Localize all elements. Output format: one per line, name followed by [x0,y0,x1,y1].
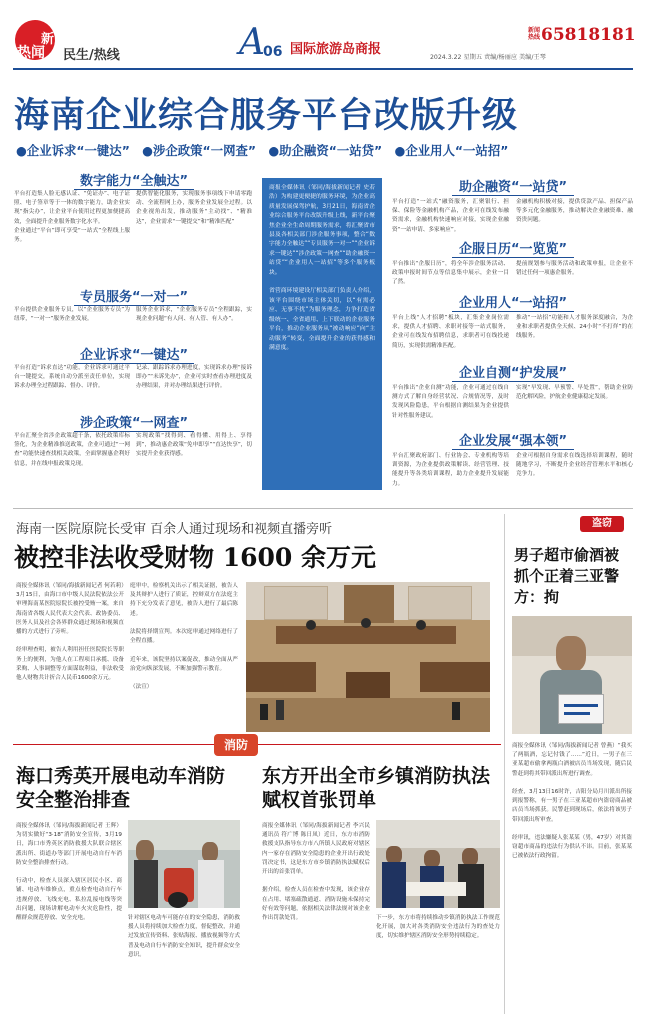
section-text: 服务企业诉求，“企业服务专员”全程跟踪，实现企业问题“有人问、有人管、有人办”。 [136,307,252,323]
story1-left-column [14,170,254,496]
section-title: 企业诉求“一键达” [74,344,194,364]
bullet-1: ●企业诉求“一键达” [16,143,130,158]
story3-tag [580,516,624,532]
section-text: 实现“早发现、早预警、早处置”，帮助企业防范化解风险，护航企业健康稳定发展。 [516,385,633,401]
story2-headline: 被控非法收受财物 1600 余万元 [14,543,376,572]
section-text: 实现政策“找得到、看得懂、用得上、享得到”，推动惠企政策“免申即享”“直达快享”，切实提升企业获得感。 [136,433,252,458]
hotline-number: 65818181 [541,25,636,45]
header-rule [13,68,633,70]
story2-kicker: 海南一医院原院长受审 百余人通过现场和视频直播旁听 [16,522,333,537]
story2-col1: 商报全媒体讯（邹同/海拔新闻记者 何若莉）3月15日，由海口市中级人民法院依法公开审理海南某医院原院长被控受贿一案，来自海南省各级人民代表大会代表、政协委员、医务人员及社会各界群众通过现场和视频直播的方式进行了旁听。 经审理查明，被告人利用担任医院院长等职务上的便利，为他人在工程项目承揽、设备采购、人事调整等方面谋取利益，非法收受他人财物共计折合人民币1600余万元。 [16,583,124,682]
masthead [0,0,646,80]
story1-bullets [16,141,636,159]
section-text: 平台上线“人才招聘”板块，汇集企业岗位需求，提供人才招聘、求职对接等一站式服务，企业可在线发布招聘信息，求职者可在线投递简历，实现供需精准匹配。 [392,315,509,349]
story1-right-column [392,176,634,496]
center-text: 商报全媒体讯（邹同/海拔新闻记者 史若浩）为构建更便捷的服务环境，为企业高质量发展保驾护航，3月21日，海南省企业综合服务平台改版升级上线，新平台聚焦企业全生命周期服务需求，将汇聚省市县及各相关部门涉企服务事项，整合“数字能力全触达”“专员服务一对一”“企业诉求一键达”“涉企政策一网查”“助企融资一站贷”“企业用人一站招”等多个服务板块。 省营商环境建设厅相关部门负责人介绍，该平台围绕市场主体关切，以“有需必应、无事不扰”为服务理念，力争打造省级统一、全省通用、上下联动的企业服务平台，推动企业服务从“被动响应”向“主动服务”转变，全面提升企业的获得感和满意度。 [269,185,375,351]
section-training [392,430,634,487]
section-text: 提供智能化服务，实现服务事项线下申请零跑动、全流程网上办，服务企业发展全过程。以企业视角出发，推动服务“主动找”、“精准达”，企业需求“一键提交”和“精准匹配” [136,191,252,225]
section-text: 推动“一站招”功能和人才服务深度融合，为企业和求职者提供全天候、24小时“不打烊”的在线服务。 [516,315,633,340]
story4-tag [214,734,258,756]
page-number: 06 [263,44,283,60]
section-title: 涉企政策“一网查” [74,412,194,432]
section-logo [13,20,61,68]
section-text: 提前规划参与服务活动和政策申报，让企业不错过任何一项惠企服务。 [516,261,633,277]
bullet-4: ●企业用人“一站招” [394,143,509,158]
paper-name: 国际旅游岛商报 [290,42,382,57]
section-digital [14,170,254,244]
story4-headline-2: 东方开出全市乡镇消防执法赋权首张罚单 [262,765,491,811]
section-title: 企业自测“护发展” [452,362,574,382]
column-divider [504,514,505,1014]
section-appeal [14,344,254,390]
section-title: 企业用人“一站招” [452,292,574,312]
bullet-2: ●涉企政策“一网查” [142,143,257,158]
logo-reweng: 热闻 [17,45,45,61]
fire-photo-1 [128,820,240,908]
logo-xin: 新 [41,32,55,47]
story2-col2: 庭审中，检察机关出示了相关证据，被告人及其辩护人进行了质证，控辩双方在法庭主持下充分发表了意见，被告人进行了最后陈述。 法院将择期宣判。本次庭审通过网络进行了全程直播。 近年来，该院坚持以案促改，推动全面从严治党向纵深发展，不断加强警示教育。 （法宣） [130,583,238,691]
section-specialist [14,286,254,323]
issue-meta: 2024.3.22 星期五 责编/杨丽应 美编/王琴 [430,54,546,61]
section-text: 平台打造“一站式”融资服务，汇聚银行、担保、保险等金融机构产品，企业可在线发布融资需求，金融机构快速响应对接，实现企业融资“一站申请、多家响应”。 [392,199,509,233]
story4-text-2b: 下一步，东方市将持续推动乡镇消防执法工作规范化开展，加大对各类消防安全违法行为的查处力度，切实维护辖区消防安全形势持续稳定。 [376,915,500,940]
section-text: 平台汇聚政府部门、行业协会、专业机构等培训资源，为企业提供政策解读、经营管理、技能提升等各类培训课程，助力企业提升发展能力。 [392,453,509,487]
section-text: 平台汇聚全省涉企政策超千条，依托政策库标签化，为企业精准推送政策，企业可通过“一网查”功能快速查找相关政策，全面掌握惠企利好信息，并在线申报政策兑现。 [14,433,130,467]
divider [13,508,633,509]
section-text: 平台打造集人脸无感认证、“免证办”、电子证照、电子签章等于一体的数字能力，助企业实现“指尖办”，让企业平台使用过程更加便捷高效，全面提升企业服务数字化水平。 企业通过“平台”即可享受“一站式”全程线上服务。 [14,191,130,244]
section-text: 金融机构积极对接，提供贷款产品、担保产品等多元化金融服务，推动解决企业融资难、融资贵问题。 [516,199,633,224]
section-text: 平台推出“企服日历”，将全年涉企服务活动、政策申报时间节点等信息集中展示，企业一目了然。 [392,261,509,286]
story4-text-1: 商报全媒体讯（邹同/海拔新闻记者 王辉）为切实做好“3·18”消防安全宣传，3月19日，海口市秀英区消防救援大队联合辖区派出所、街道办等部门开展电动自行车消防安全整治排查行动。 行动中，检查人员深入辖区居民小区、商铺、电动车维修点，重点检查电动自行车违规停放、飞线充电、私拉乱接电线等突出问题，现场讲解电动车火灾危险性，提醒群众规范停放、安全充电。 [16,823,122,922]
tag-label: 盗窃 [592,518,612,529]
hotline-label: 新闻热线 [528,27,541,41]
bullet-3: ●助企融资“一站贷” [268,143,383,158]
section-recruit [392,292,634,349]
story4-headline-1: 海口秀英开展电动车消防安全整治排查 [16,765,226,811]
section-text: 平台推出“企业自测”功能，企业可通过在线自测方式了解自身经营状况、合规情况等，及时发现风险隐患，平台根据自测结果为企业提供针对性服务建议。 [392,385,509,419]
section-text: 平台打造“诉求直达”功能，企业诉求可通过平台一键提交，系统自动分派至责任单位，实现诉求办理全过程跟踪、督办、评价。 [14,365,130,390]
story4-text-1b: 针对辖区电动车可能存在的安全隐患，消防救援人员将持续加大检查力度，督促整改，并通过发放宣传资料、张贴海报、播放视频等方式普及电动自行车消防安全知识，提升群众安全意识。 [128,915,240,958]
story1-headline: 海南企业综合服务平台改版升级 [14,95,519,136]
page-letter: A [239,22,265,63]
section-text: 记录、跟踪诉求办理进度，实现诉求办理“接诉即办”“未诉先办”，企业可实时查看办理进度及办理结果，并对办理结果进行评价。 [136,365,252,390]
section-title: 企业发展“强本领” [452,430,574,450]
section-title: 数字能力“全触达” [74,170,194,190]
section-title: 助企融资“一站贷” [452,176,574,196]
story3-text: 商报全媒体讯（邹同/海拔新闻记者 曾燕）“我买了两瓶酒，忘记付钱了……”近日，一男子在三亚某超市偷拿两瓶白酒被店员当场发现，随后民警赶到将其带回派出所进行调查。 经查，3月13日16时许，吉阳分局月川派出所接到报警称，有一男子在三亚某超市内盗窃商品被店员当场抓获。民警赶到现场后，依法将该男子带回派出所审查。 经审讯，违法嫌疑人张某某（男，47岁）对其盗窃超市商品的违法行为供认不讳。目前，张某某已被依法行政拘留。 [512,743,632,860]
section-title: 专员服务“一对一” [74,286,194,306]
section-text: 平台提供企业服务专员，以“企业服务专员”为纽带，“一对一”服务企业发展。 [14,307,130,323]
story3-headline: 男子超市偷酒被抓个正着三亚警方：拘 [514,546,620,606]
story1-center-box [262,178,382,490]
section-text: 企业可根据自身需求在线选择培训课程，随时随地学习，不断提升企业经营管理水平和核心竞争力。 [516,453,633,478]
courtroom-photo [246,582,490,732]
suspect-photo [512,616,632,734]
section-title: 民生/热线 [63,48,120,63]
tag-label: 消防 [223,738,248,752]
section-finance [392,176,634,233]
fire-photo-2 [376,820,500,908]
section-selftest [392,362,634,419]
section-title: 企服日历“一览览” [452,238,574,258]
story4-text-2: 商报全媒体讯（邹同/海拔新闻记者 李兴民 通讯员 符广博 陈日凤）近日，东方市消防救援支队指导东方市八所镇人民政府对辖区内一家存在消防安全隐患的企业开出行政处罚决定书，这是东方市乡镇消防执法赋权后开出的首张罚单。 据介绍，检查人员在检查中发现，该企业存在占用、堵塞疏散通道、消防设施未保持完好有效等问题，依据相关法律法规对该企业作出罚款处罚。 [262,823,370,922]
section-policy [14,412,254,467]
section-calendar [392,238,634,286]
